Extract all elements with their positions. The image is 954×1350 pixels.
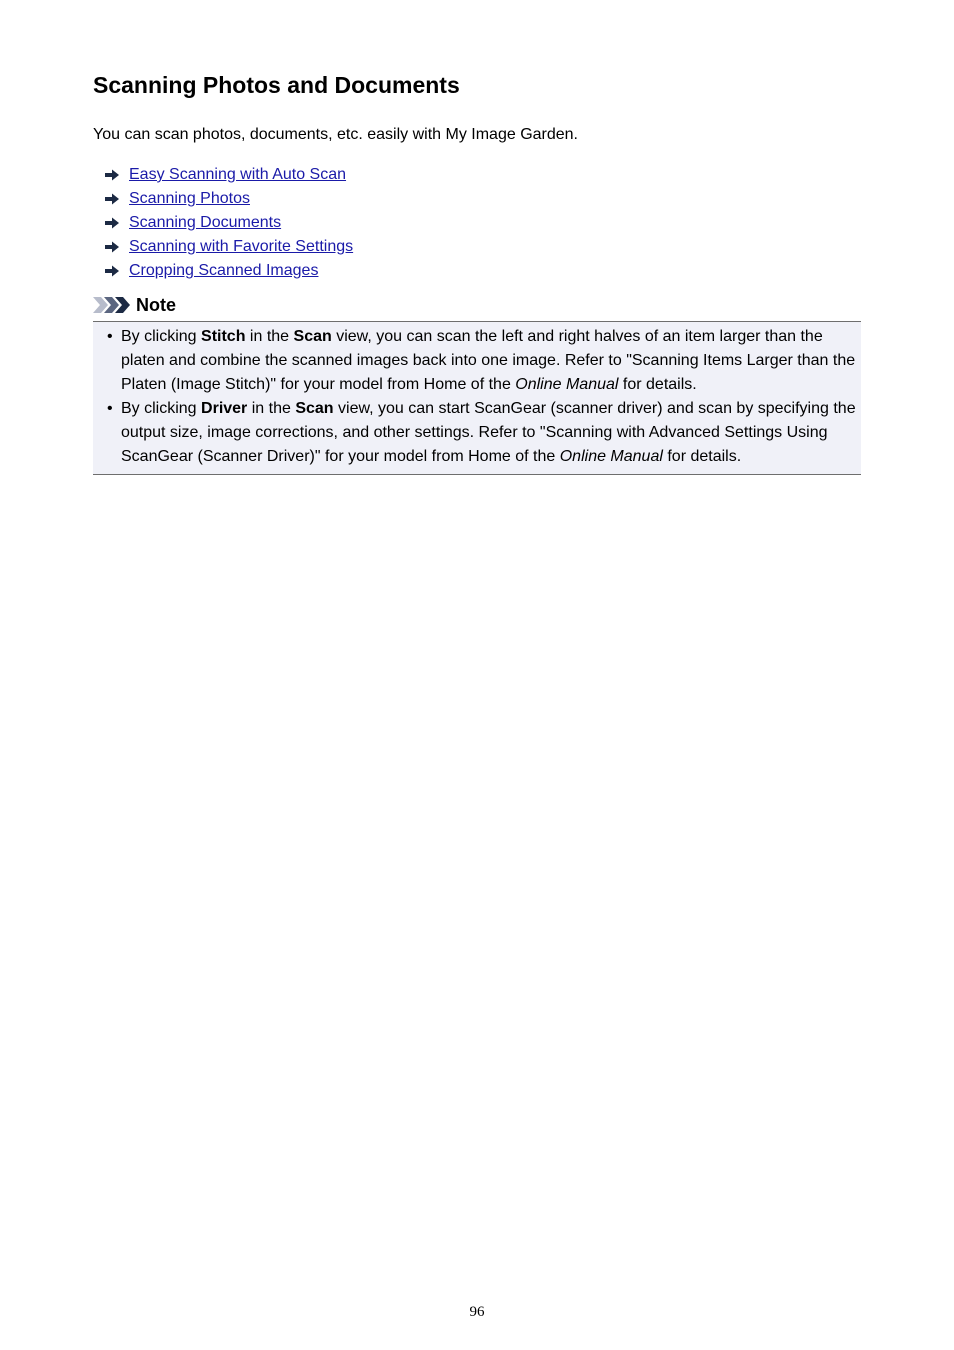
arrow-right-icon xyxy=(104,217,120,229)
scan-term: Scan xyxy=(293,328,332,345)
online-manual-term: Online Manual xyxy=(515,376,619,393)
arrow-right-icon xyxy=(104,169,120,181)
intro-text: You can scan photos, documents, etc. easily with My Image Garden. xyxy=(93,126,578,143)
page-number: 96 xyxy=(469,1304,485,1320)
note-box xyxy=(93,321,861,475)
driver-term: Driver xyxy=(201,400,248,417)
note-heading xyxy=(93,293,176,317)
arrow-right-icon xyxy=(104,241,120,253)
note-chevrons-icon xyxy=(93,297,131,313)
link-scanning-documents[interactable]: Scanning Documents xyxy=(129,214,282,231)
list-item xyxy=(104,211,353,235)
page-title: Scanning Photos and Documents xyxy=(93,72,460,98)
link-scanning-photos[interactable]: Scanning Photos xyxy=(129,190,250,207)
stitch-term: Stitch xyxy=(201,328,246,345)
note-item: • By clicking Stitch in the Scan view, you can scan the left and right halves of an item larger than the platen and combine the scanned images back into one image. Refer to "Scanning Items Larger than the Platen (Image Stitch)" for your model from Home of the Online Manual for details. xyxy=(93,325,861,397)
list-item xyxy=(104,259,353,283)
note-item: • By clicking Driver in the Scan view, you can start ScanGear (scanner driver) and scan by specifying the output size, image corrections, and other settings. Refer to "Scanning with Advanced Settings Using ScanGear (Scanner Driver)" for your model from Home of the Online Manual for details. xyxy=(93,397,861,469)
link-easy-scanning[interactable]: Easy Scanning with Auto Scan xyxy=(129,166,347,183)
bullet: • xyxy=(107,328,113,345)
arrow-right-icon xyxy=(104,193,120,205)
bullet: • xyxy=(107,400,113,417)
arrow-right-icon xyxy=(104,265,120,277)
link-favorite-settings[interactable]: Scanning with Favorite Settings xyxy=(129,238,354,255)
list-item xyxy=(104,235,353,259)
online-manual-term: Online Manual xyxy=(559,448,663,465)
list-item xyxy=(104,187,353,211)
link-cropping-images[interactable]: Cropping Scanned Images xyxy=(129,262,319,279)
scan-term: Scan xyxy=(295,400,334,417)
note-label: Note xyxy=(136,294,176,315)
list-item xyxy=(104,163,353,187)
link-list xyxy=(104,163,353,283)
